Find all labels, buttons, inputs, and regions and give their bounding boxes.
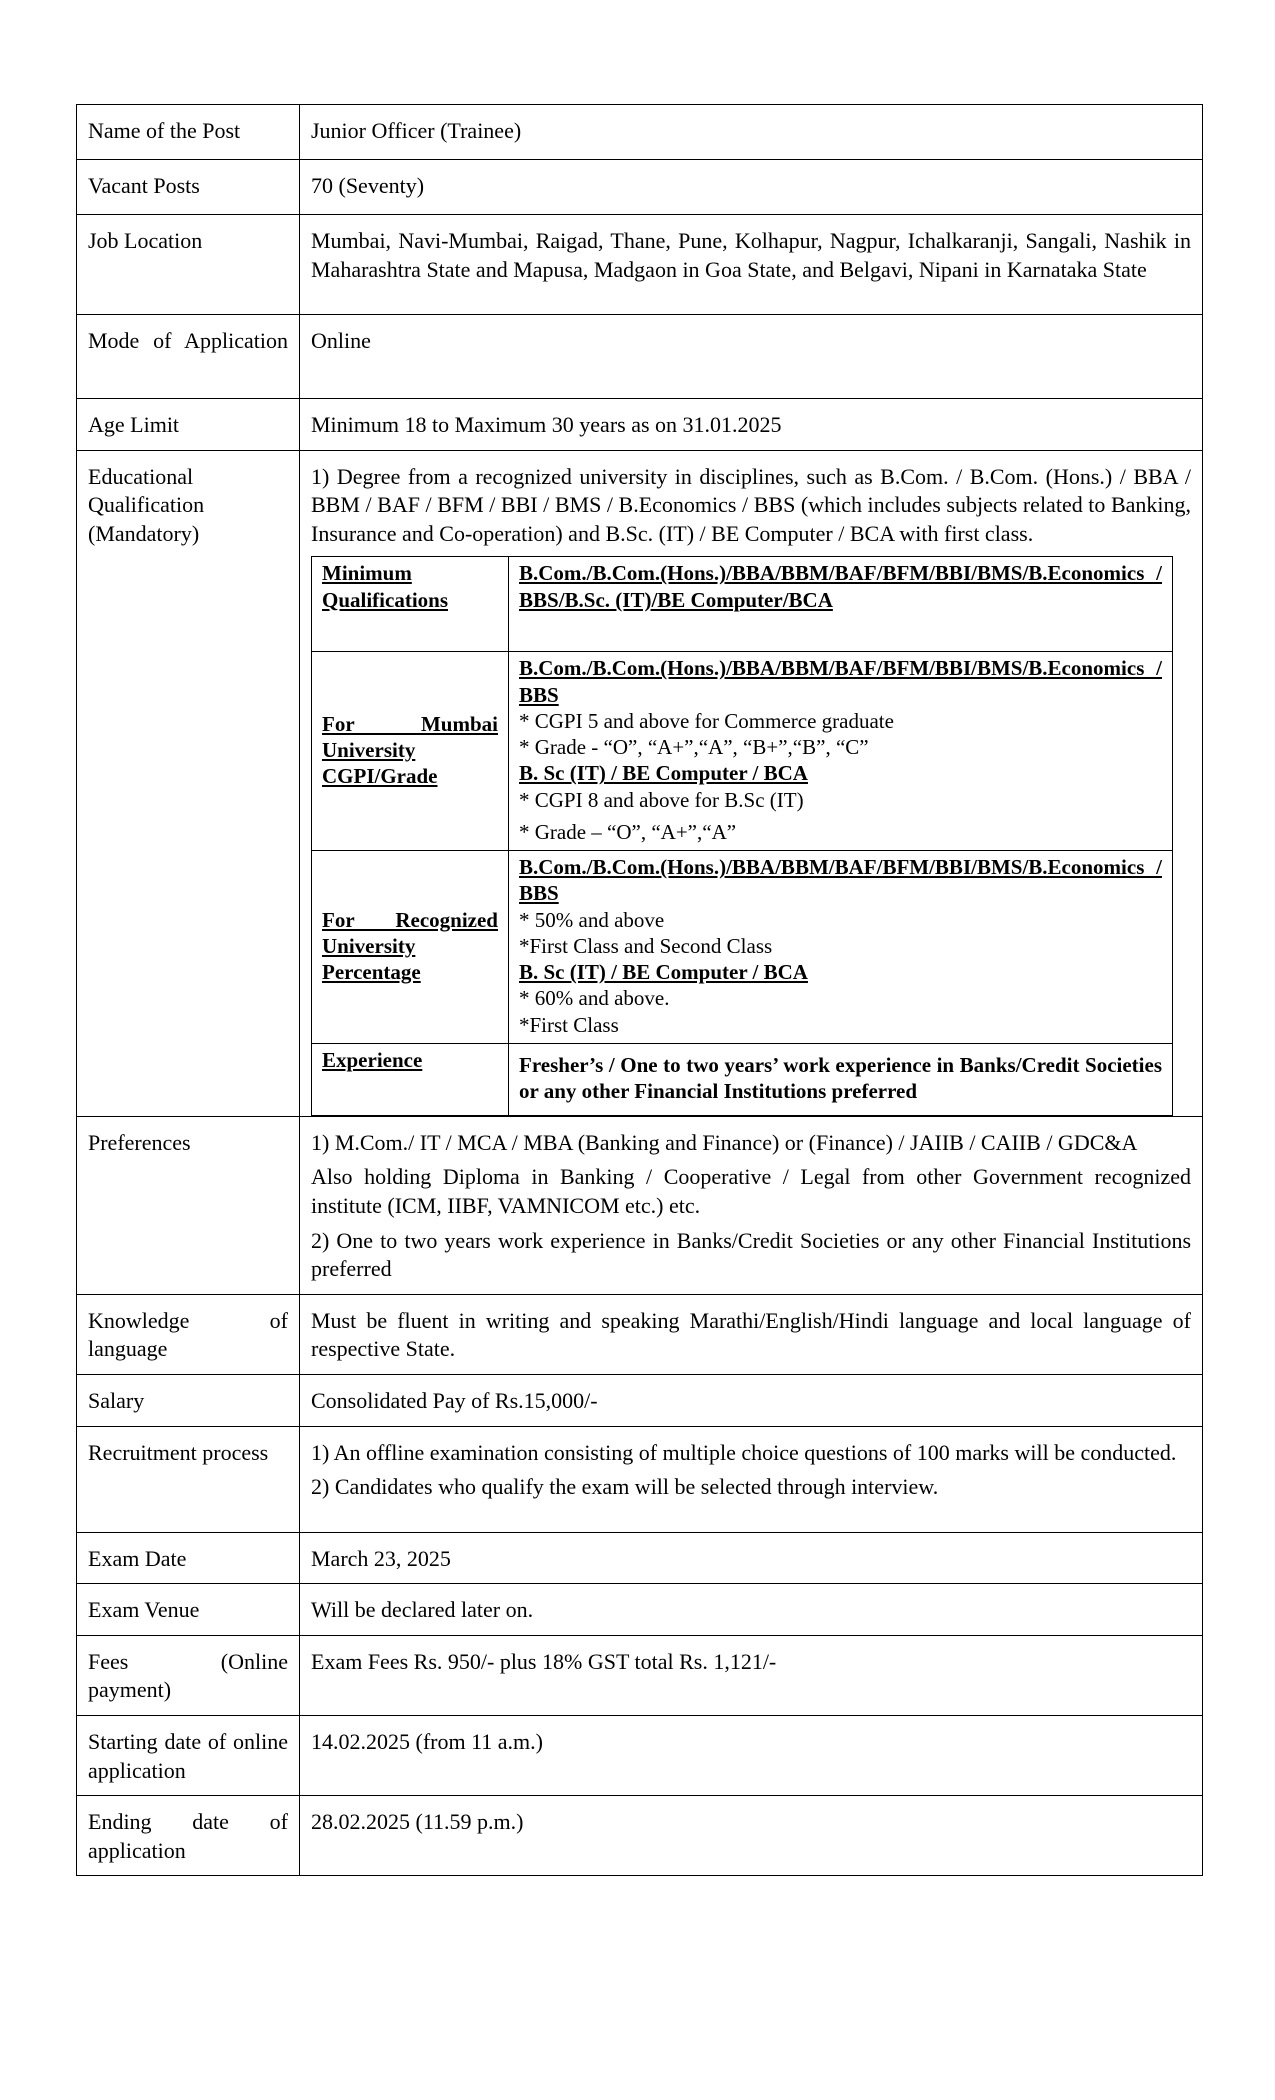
location-label: Job Location: [77, 215, 300, 315]
table-row: [77, 1116, 1203, 1294]
mode-value: Online: [300, 315, 1203, 399]
mumbai-group1-title: B.Com./B.Com.(Hons.)/BBA/BBM/BAF/BFM/BBI/BMS/B.Economics / BBS: [519, 656, 1162, 707]
table-row: [77, 315, 1203, 399]
fees-label: Fees (Online payment): [77, 1635, 300, 1715]
experience-value: Fresher’s / One to two years’ work experience in Banks/Credit Societies or any other Financial Institutions preferred: [509, 1043, 1173, 1115]
end-date-label: Ending date of application: [77, 1796, 300, 1876]
language-value: Must be fluent in writing and speaking Marathi/English/Hindi language and local language of respective State.: [300, 1294, 1203, 1374]
education-label: Educational Qualification (Mandatory): [77, 450, 300, 1116]
preferences-line2: Also holding Diploma in Banking / Cooperative / Legal from other Government recognized institute (ICM, IIBF, VAMNICOM etc.) etc.: [311, 1164, 1191, 1219]
recognized-university-head: For Recognized University Percentage: [312, 851, 509, 1044]
table-row: [77, 1584, 1203, 1636]
table-row: [77, 105, 1203, 160]
recruitment-details-table: [76, 104, 1203, 1876]
experience-head: Experience: [312, 1043, 509, 1115]
mumbai-university-head: For Mumbai University CGPI/Grade: [312, 652, 509, 851]
post-value: Junior Officer (Trainee): [300, 105, 1203, 160]
preferences-value: [300, 1116, 1203, 1294]
qualification-table: [311, 556, 1173, 1116]
post-label: Name of the Post: [77, 105, 300, 160]
mumbai-group2-title: B. Sc (IT) / BE Computer / BCA: [519, 761, 808, 786]
recognized-group1-line1: * 50% and above: [519, 907, 665, 932]
table-row: [77, 215, 1203, 315]
table-row: [77, 1716, 1203, 1796]
language-label: Knowledge of language: [77, 1294, 300, 1374]
preferences-label: Preferences: [77, 1116, 300, 1294]
minimum-qualifications-head: Minimum Qualifications: [312, 557, 509, 652]
mumbai-group1-line1: * CGPI 5 and above for Commerce graduate: [519, 708, 894, 733]
table-row: [77, 160, 1203, 215]
mode-label: Mode of Application: [77, 315, 300, 399]
table-row: [77, 1426, 1203, 1532]
recruitment-label: Recruitment process: [77, 1426, 300, 1532]
mumbai-university-criteria: [509, 652, 1173, 851]
vacant-value: 70 (Seventy): [300, 160, 1203, 215]
vacant-label: Vacant Posts: [77, 160, 300, 215]
table-row: [77, 1375, 1203, 1427]
table-row: [77, 450, 1203, 1116]
recruitment-line1: 1) An offline examination consisting of multiple choice questions of 100 marks will be conducted.: [311, 1439, 1177, 1465]
table-row: [312, 652, 1173, 851]
salary-label: Salary: [77, 1375, 300, 1427]
recognized-group1-line2: *First Class and Second Class: [519, 933, 773, 958]
age-value: Minimum 18 to Maximum 30 years as on 31.01.2025: [300, 399, 1203, 451]
mumbai-group1-line2: * Grade - “O”, “A+”,“A”, “B+”,“B”, “C”: [519, 735, 869, 760]
minimum-qualifications-value: B.Com./B.Com.(Hons.)/BBA/BBM/BAF/BFM/BBI/BMS/B.Economics / BBS/B.Sc. (IT)/BE Computer/BCA: [509, 557, 1173, 652]
recognized-group2-title: B. Sc (IT) / BE Computer / BCA: [519, 960, 808, 985]
table-row: [77, 1796, 1203, 1876]
end-date-value: 28.02.2025 (11.59 p.m.): [300, 1796, 1203, 1876]
recognized-university-criteria: [509, 851, 1173, 1044]
table-row: [312, 1043, 1173, 1115]
mumbai-group2-line2: * Grade – “O”, “A+”,“A”: [519, 819, 737, 844]
start-date-value: 14.02.2025 (from 11 a.m.): [300, 1716, 1203, 1796]
exam-venue-value: Will be declared later on.: [300, 1584, 1203, 1636]
exam-venue-label: Exam Venue: [77, 1584, 300, 1636]
preferences-line1: 1) M.Com./ IT / MCA / MBA (Banking and Finance) or (Finance) / JAIIB / CAIIB / GDC&A: [311, 1129, 1138, 1155]
education-value: [300, 450, 1203, 1116]
table-row: [77, 1532, 1203, 1584]
fees-value: Exam Fees Rs. 950/- plus 18% GST total Rs. 1,121/-: [300, 1635, 1203, 1715]
recognized-group1-title: B.Com./B.Com.(Hons.)/BBA/BBM/BAF/BFM/BBI/BMS/B.Economics / BBS: [519, 855, 1162, 906]
table-row: [312, 851, 1173, 1044]
recognized-group2-line2: *First Class: [519, 1012, 619, 1037]
mumbai-group2-line1: * CGPI 8 and above for B.Sc (IT): [519, 787, 804, 812]
table-row: [77, 399, 1203, 451]
table-row: [312, 557, 1173, 652]
recruitment-line2: 2) Candidates who qualify the exam will be selected through interview.: [311, 1474, 939, 1500]
age-label: Age Limit: [77, 399, 300, 451]
location-value: Mumbai, Navi-Mumbai, Raigad, Thane, Pune, Kolhapur, Nagpur, Ichalkaranji, Sangali, Nashik in Maharashtra State and Mapusa, Madgaon in Goa State, and Belgavi, Nipani in Karnataka State: [300, 215, 1203, 315]
preferences-line3: 2) One to two years work experience in Banks/Credit Societies or any other Financial Institutions preferred: [311, 1227, 1191, 1282]
recognized-group2-line1: * 60% and above.: [519, 986, 670, 1011]
salary-value: Consolidated Pay of Rs.15,000/-: [300, 1375, 1203, 1427]
table-row: [77, 1635, 1203, 1715]
exam-date-label: Exam Date: [77, 1532, 300, 1584]
exam-date-value: March 23, 2025: [300, 1532, 1203, 1584]
recruitment-value: [300, 1426, 1203, 1532]
table-row: [77, 1294, 1203, 1374]
education-intro: 1) Degree from a recognized university in disciplines, such as B.Com. / B.Com. (Hons.) / BBA / BBM / BAF / BFM / BBI / BMS / B.Economics / BBS (which includes subjects related to Banking, Insurance and Co-operation) and B.Sc. (IT) / BE Computer / BCA with first class.: [311, 463, 1191, 546]
start-date-label: Starting date of online application: [77, 1716, 300, 1796]
